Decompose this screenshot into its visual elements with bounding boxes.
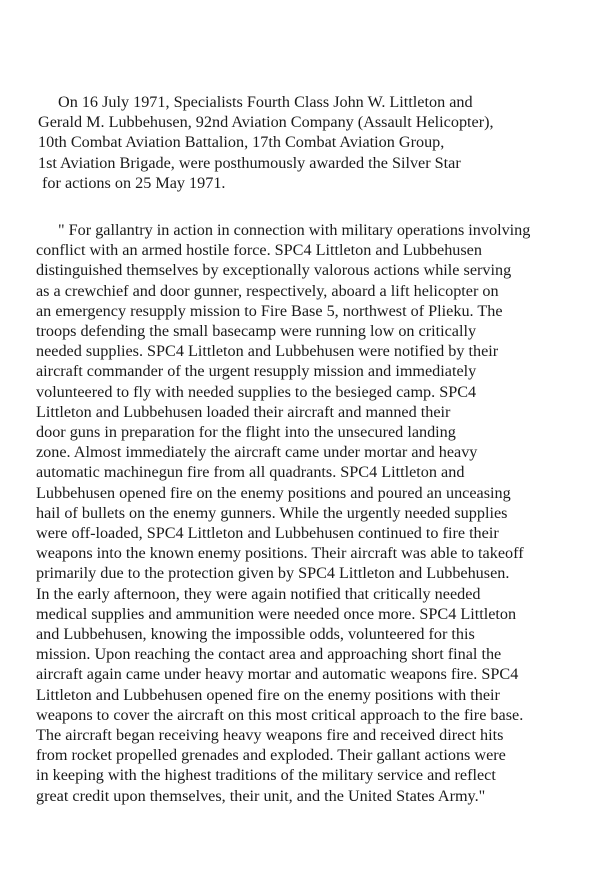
citation-line: aircraft again came under heavy mortar and automatic weapons fire. SPC4 (36, 665, 519, 684)
citation-line: mission. Upon reaching the contact area and approaching short final the (36, 645, 502, 664)
citation-line: zone. Almost immediately the aircraft came under mortar and heavy (36, 443, 478, 462)
citation-line: conflict with an armed hostile force. SPC4 Littleton and Lubbehusen (36, 241, 482, 260)
intro-line: 1st Aviation Brigade, were posthumously awarded the Silver Star (38, 153, 461, 172)
citation-line: needed supplies. SPC4 Littleton and Lubbehusen were notified by their (36, 342, 499, 361)
citation-line: The aircraft began receiving heavy weapons fire and received direct hits (36, 726, 504, 745)
citation-line: door guns in preparation for the flight into the unsecured landing (36, 423, 456, 442)
citation-line: were off-loaded, SPC4 Littleton and Lubbehusen continued to fire their (36, 524, 499, 543)
citation-line: from rocket propelled grenades and exploded. Their gallant actions were (36, 746, 506, 765)
citation-line: as a crewchief and door gunner, respectively, aboard a lift helicopter on (36, 281, 499, 300)
citation-line: troops defending the small basecamp were running low on critically (36, 322, 477, 341)
intro-line: for actions on 25 May 1971. (38, 173, 226, 192)
citation-line: Littleton and Lubbehusen loaded their aircraft and manned their (36, 402, 451, 421)
citation-line: Littleton and Lubbehusen opened fire on the enemy positions with their (36, 685, 500, 704)
citation-line: medical supplies and ammunition were needed once more. SPC4 Littleton (36, 604, 517, 623)
citation-line: weapons into the known enemy positions. Their aircraft was able to takeoff (36, 544, 524, 563)
intro-line: On 16 July 1971, Specialists Fourth Class John W. Littleton and (58, 93, 473, 111)
citation-line: primarily due to the protection given by SPC4 Littleton and Lubbehusen. (36, 564, 510, 583)
citation-line: hail of bullets on the enemy gunners. While the urgently needed supplies (36, 503, 508, 522)
citation-line: and Lubbehusen, knowing the impossible odds, volunteered for this (36, 625, 475, 644)
citation-line: in keeping with the highest traditions of the military service and reflect (36, 766, 496, 785)
citation-line: weapons to cover the aircraft on this most critical approach to the fire base. (36, 705, 524, 724)
citation-line: Lubbehusen opened fire on the enemy positions and poured an unceasing (36, 483, 511, 502)
citation-line: " For gallantry in action in connection with military operations involving (58, 221, 531, 239)
citation-line: great credit upon themselves, their unit, and the United States Army." (36, 786, 486, 805)
citation-paragraph (36, 220, 596, 806)
citation-line: aircraft commander of the urgent resupply mission and immediately (36, 362, 477, 381)
intro-line: Gerald M. Lubbehusen, 92nd Aviation Company (Assault Helicopter), (38, 113, 494, 132)
intro-line: 10th Combat Aviation Battalion, 17th Combat Aviation Group, (38, 133, 445, 152)
intro-paragraph (38, 92, 578, 193)
citation-line: an emergency resupply mission to Fire Base 5, northwest of Plieku. The (36, 301, 503, 320)
citation-line: volunteered to fly with needed supplies to the besieged camp. SPC4 (36, 382, 477, 401)
citation-line: In the early afternoon, they were again notified that critically needed (36, 584, 481, 603)
citation-line: automatic machinegun fire from all quadrants. SPC4 Littleton and (36, 463, 465, 482)
citation-line: distinguished themselves by exceptionally valorous actions while serving (36, 261, 512, 280)
